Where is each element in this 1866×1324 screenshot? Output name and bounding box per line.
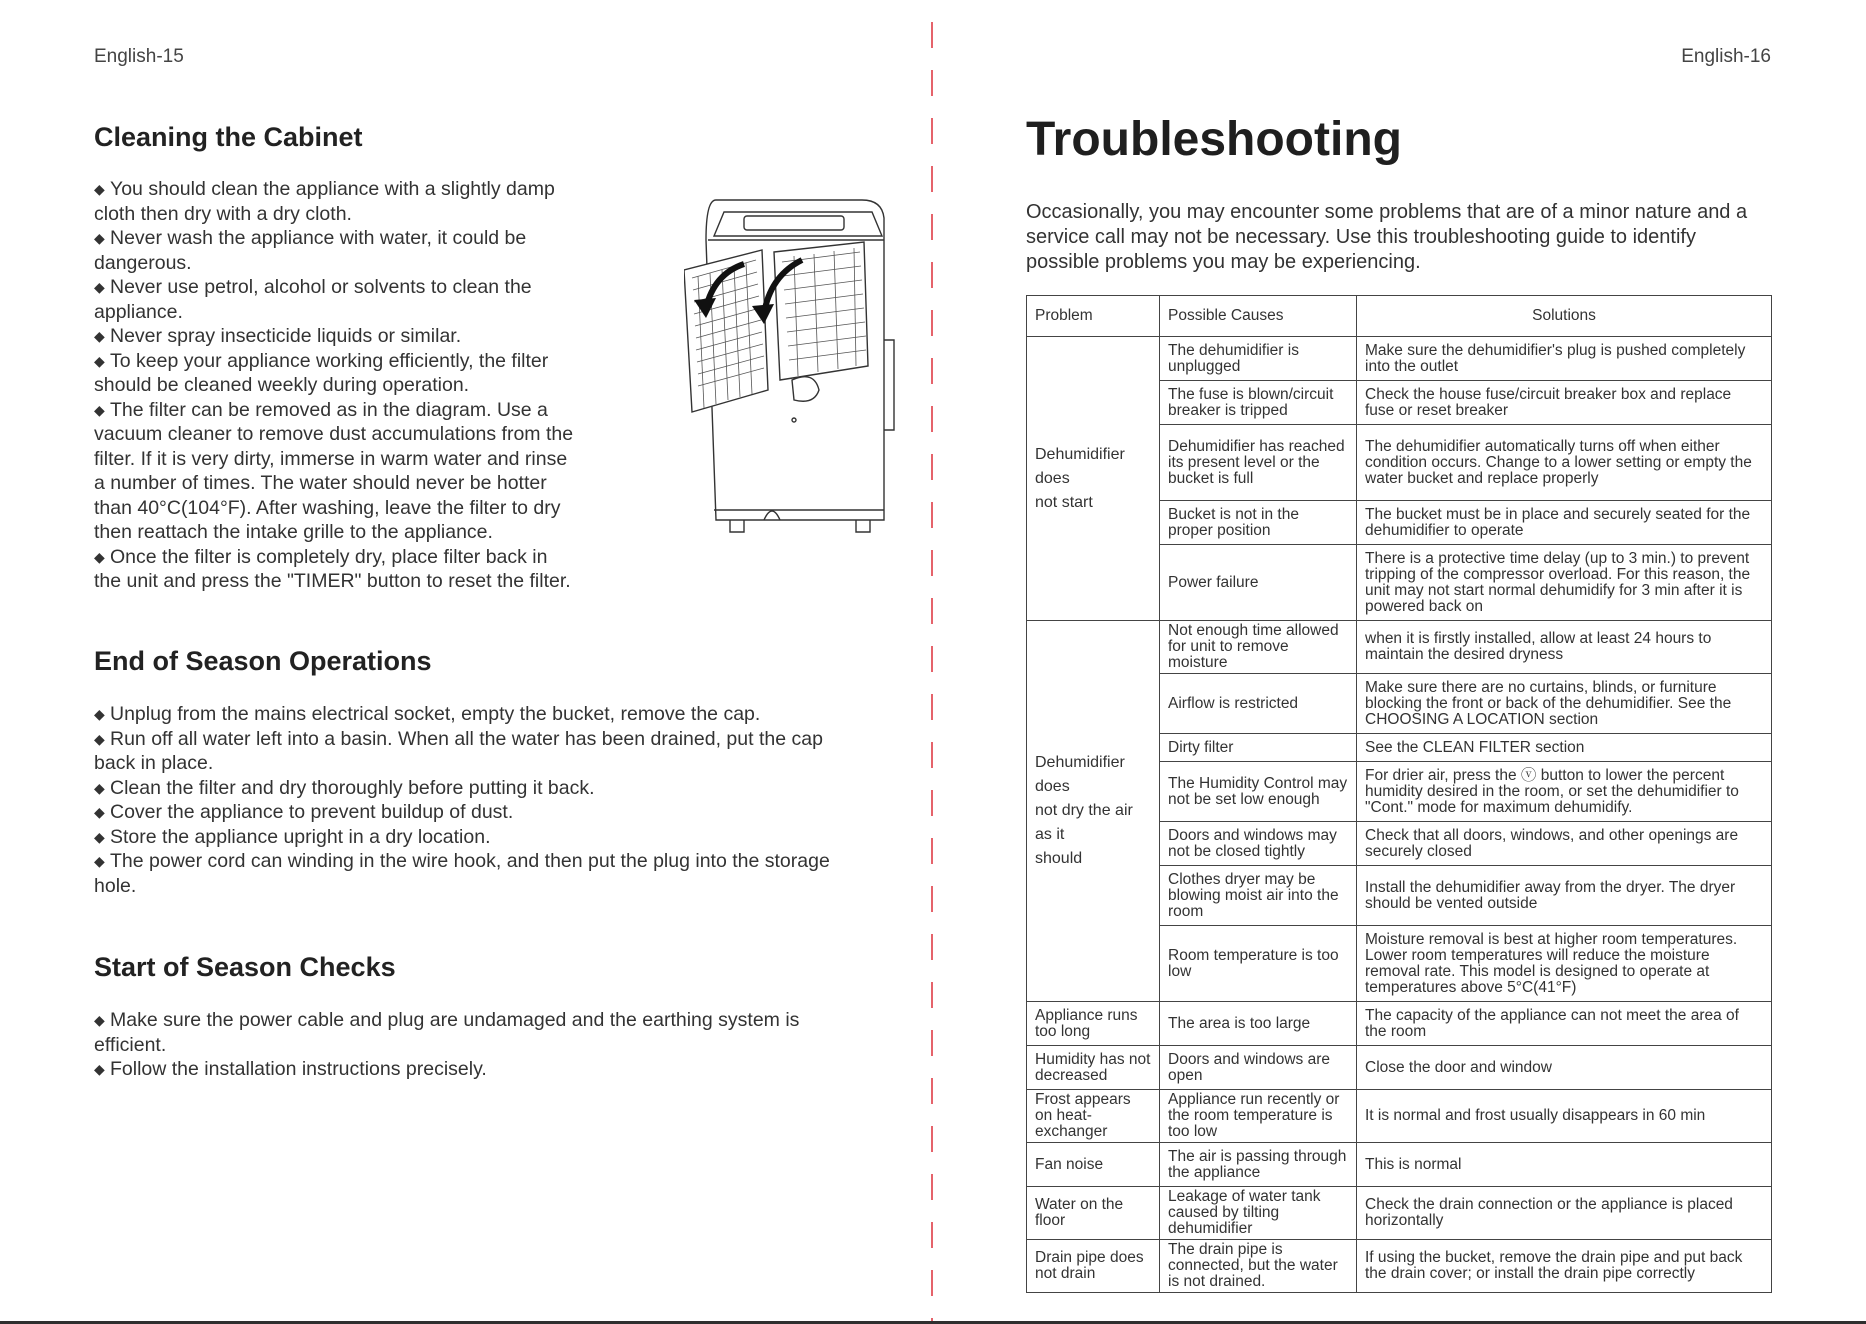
- solution-cell: Close the door and window: [1357, 1046, 1772, 1090]
- problem-cell: Humidity has not decreased: [1027, 1046, 1160, 1090]
- bullet-item: ◆ The filter can be removed as in the diagram. Use a vacuum cleaner to remove dust accumulations from the filter. If it is very dirty, immerse in warm water and rinse a number of times. The water should never be hotter than 40°C(104°F). After washing, leave the filter to dry then reattach the intake grille to the appliance.: [94, 398, 574, 543]
- table-row: [1027, 1240, 1772, 1293]
- cause-cell: The area is too large: [1160, 1002, 1357, 1046]
- cause-cell: Power failure: [1160, 545, 1357, 621]
- diamond-bullet-icon: ◆: [94, 706, 105, 722]
- cause-cell: Appliance run recently or the room temperature is too low: [1160, 1090, 1357, 1143]
- diamond-bullet-icon: ◆: [94, 804, 105, 820]
- table-header-row: [1027, 296, 1772, 337]
- cause-cell: The dehumidifier is unplugged: [1160, 337, 1357, 381]
- header-possible-causes: Possible Causes: [1160, 296, 1357, 337]
- table-row: [1027, 1143, 1772, 1187]
- bullet-item: ◆ You should clean the appliance with a slightly damp cloth then dry with a dry cloth.: [94, 178, 555, 225]
- cause-cell: Leakage of water tank caused by tilting dehumidifier: [1160, 1187, 1357, 1240]
- table-row: [1027, 1090, 1772, 1143]
- bullet-item: ◆ Never use petrol, alcohol or solvents to clean the appliance.: [94, 276, 532, 323]
- table-row: [1027, 337, 1772, 381]
- problem-cell: Drain pipe does not drain: [1027, 1240, 1160, 1293]
- solution-cell: It is normal and frost usually disappears in 60 min: [1357, 1090, 1772, 1143]
- problem-cell: Water on the floor: [1027, 1187, 1160, 1240]
- page-number-left: English-15: [94, 46, 184, 67]
- diamond-bullet-icon: ◆: [94, 730, 105, 747]
- header-solutions: Solutions: [1357, 296, 1772, 337]
- cause-cell: The Humidity Control may not be set low enough: [1160, 762, 1357, 822]
- solution-cell: when it is firstly installed, allow at least 24 hours to maintain the desired dryness: [1357, 621, 1772, 674]
- table-row: [1027, 1002, 1772, 1046]
- cause-cell: The drain pipe is connected, but the water is not drained.: [1160, 1240, 1357, 1293]
- bullet-item: ◆ Make sure the power cable and plug are undamaged and the earthing system is efficient.: [94, 1009, 800, 1056]
- table-row: [1027, 1046, 1772, 1090]
- table-row: [1027, 1187, 1772, 1240]
- bullet-item: ◆ Cover the appliance to prevent buildup of dust.: [94, 801, 514, 823]
- cause-cell: The fuse is blown/circuit breaker is tripped: [1160, 381, 1357, 425]
- bullet-item: ◆ Unplug from the mains electrical socket, empty the bucket, remove the cap.: [94, 703, 761, 725]
- diamond-bullet-icon: ◆: [94, 853, 105, 869]
- solution-cell: There is a protective time delay (up to 3 min.) to prevent tripping of the compressor overload. For this reason, the unit may not start normal dehumidify for 3 min after it is powered back on: [1357, 545, 1772, 621]
- bullet-item: ◆ To keep your appliance working efficiently, the filter should be cleaned weekly during operation.: [94, 349, 549, 396]
- solution-cell: Check the house fuse/circuit breaker box and replace fuse or reset breaker: [1357, 381, 1772, 425]
- cause-cell: Airflow is restricted: [1160, 674, 1357, 734]
- cause-cell: Doors and windows are open: [1160, 1046, 1357, 1090]
- diamond-bullet-icon: ◆: [94, 279, 105, 295]
- diamond-bullet-icon: ◆: [94, 181, 105, 197]
- diamond-bullet-icon: ◆: [94, 352, 105, 369]
- troubleshooting-table: [1026, 295, 1772, 1293]
- problem-cell: Frost appears on heat-exchanger: [1027, 1090, 1160, 1143]
- cause-cell: Bucket is not in the proper position: [1160, 501, 1357, 545]
- dehumidifier-filter-illustration: [684, 190, 934, 540]
- cause-cell: The air is passing through the appliance: [1160, 1143, 1357, 1187]
- diamond-bullet-icon: ◆: [94, 230, 105, 246]
- end-of-season-title: End of Season Operations: [94, 646, 432, 676]
- bullet-item: ◆ The power cord can winding in the wire hook, and then put the plug into the storage hole.: [94, 850, 830, 897]
- cause-cell: Clothes dryer may be blowing moist air into the room: [1160, 866, 1357, 926]
- cleaning-cabinet-title: Cleaning the Cabinet: [94, 122, 363, 152]
- diamond-bullet-icon: ◆: [94, 1012, 105, 1028]
- problem-cell-not-start: Dehumidifier does not start: [1027, 337, 1160, 621]
- cause-cell: Doors and windows may not be closed tightly: [1160, 822, 1357, 866]
- bullet-item: ◆ Run off all water left into a basin. When all the water has been drained, put the cap back in place.: [94, 727, 823, 774]
- problem-cell: Fan noise: [1027, 1143, 1160, 1187]
- cleaning-cabinet-text: [94, 177, 576, 594]
- troubleshooting-intro: Occasionally, you may encounter some problems that are of a minor nature and a service call may not be necessary. Use this troubleshooting guide to identify possible problems you may be experiencing.: [1026, 201, 1748, 273]
- header-problem: Problem: [1027, 296, 1160, 337]
- end-of-season-text: [94, 702, 839, 898]
- solution-cell: The bucket must be in place and securely seated for the dehumidifier to operate: [1357, 501, 1772, 545]
- bullet-item: ◆ Store the appliance upright in a dry location.: [94, 825, 491, 848]
- table-row: [1027, 621, 1772, 674]
- solution-cell: Install the dehumidifier away from the dryer. The dryer should be vented outside: [1357, 866, 1772, 926]
- bullet-item: ◆ Clean the filter and dry thoroughly before putting it back.: [94, 776, 595, 799]
- start-of-season-title: Start of Season Checks: [94, 952, 396, 982]
- solution-cell: See the CLEAN FILTER section: [1357, 734, 1772, 762]
- troubleshooting-title: Troubleshooting: [1026, 113, 1402, 166]
- start-of-season-text: [94, 1008, 839, 1082]
- bullet-item: ◆ Never wash the appliance with water, it could be dangerous.: [94, 227, 527, 274]
- diamond-bullet-icon: ◆: [94, 548, 105, 565]
- diamond-bullet-icon: ◆: [94, 779, 105, 796]
- bullet-item: ◆ Never spray insecticide liquids or similar.: [94, 325, 462, 347]
- diamond-bullet-icon: ◆: [94, 1061, 105, 1077]
- page-number-right: English-16: [1681, 46, 1771, 67]
- bullet-item: ◆ Once the filter is completely dry, place filter back in the unit and press the "TIMER" button to reset the filter.: [94, 545, 571, 592]
- solution-cell: Check that all doors, windows, and other openings are securely closed: [1357, 822, 1772, 866]
- diamond-bullet-icon: ◆: [94, 828, 105, 845]
- cause-cell: Dirty filter: [1160, 734, 1357, 762]
- solution-cell: This is normal: [1357, 1143, 1772, 1187]
- bullet-item: ◆ Follow the installation instructions precisely.: [94, 1058, 487, 1080]
- solution-cell: If using the bucket, remove the drain pipe and put back the drain cover; or install the drain pipe correctly: [1357, 1240, 1772, 1293]
- solution-cell: The dehumidifier automatically turns off when either condition occurs. Change to a lower setting or empty the water bucket and replace properly: [1357, 425, 1772, 501]
- cause-cell: Room temperature is too low: [1160, 926, 1357, 1002]
- solution-cell: Moisture removal is best at higher room temperatures. Lower room temperatures will reduce the moisture removal rate. This model is designed to operate at temperatures above 5°C(41°F): [1357, 926, 1772, 1002]
- problem-cell-not-dry: Dehumidifier does not dry the air as it should: [1027, 621, 1160, 1002]
- solution-cell: Check the drain connection or the appliance is placed horizontally: [1357, 1187, 1772, 1240]
- solution-cell: Make sure the dehumidifier's plug is pushed completely into the outlet: [1357, 337, 1772, 381]
- problem-cell: Appliance runs too long: [1027, 1002, 1160, 1046]
- cause-cell: Dehumidifier has reached its present level or the bucket is full: [1160, 425, 1357, 501]
- diamond-bullet-icon: ◆: [94, 328, 105, 344]
- cause-cell: Not enough time allowed for unit to remove moisture: [1160, 621, 1357, 674]
- solution-cell: Make sure there are no curtains, blinds, or furniture blocking the front or back of the dehumidifier. See the CHOOSING A LOCATION section: [1357, 674, 1772, 734]
- solution-cell: For drier air, press the ⓥ button to lower the percent humidity desired in the room, or set the dehumidifier to "Cont." mode for maximum dehumidify.: [1357, 762, 1772, 822]
- solution-cell: The capacity of the appliance can not meet the area of the room: [1357, 1002, 1772, 1046]
- diamond-bullet-icon: ◆: [94, 401, 105, 418]
